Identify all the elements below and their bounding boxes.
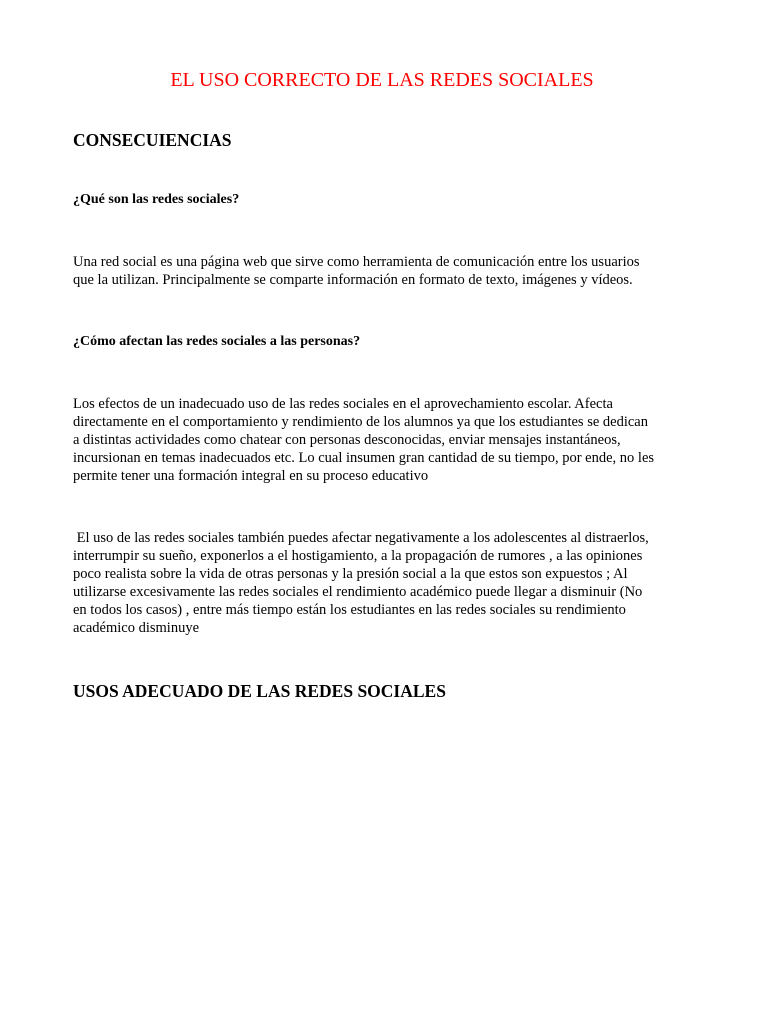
paragraph-line: en todos los casos) , entre más tiempo están los estudiantes en las redes sociales su rendimiento bbox=[73, 602, 626, 618]
paragraph-line: Una red social es una página web que sirve como herramienta de comunicación entre los usuarios bbox=[73, 254, 640, 270]
question-heading-como-afectan: ¿Cómo afectan las redes sociales a las personas? bbox=[73, 334, 361, 349]
section-heading-consecuencias: CONSECUIENCIAS bbox=[73, 130, 232, 150]
question-heading-que-son: ¿Qué son las redes sociales? bbox=[73, 192, 240, 207]
paragraph-line: académico disminuye bbox=[73, 620, 200, 636]
paragraph-line: interrumpir su sueño, exponerlos a el hostigamiento, a la propagación de rumores , a las opiniones bbox=[73, 548, 643, 564]
paragraph-line: El uso de las redes sociales también puedes afectar negativamente a los adolescentes al distraerlos, bbox=[73, 530, 649, 546]
paragraph-effects bbox=[73, 395, 703, 485]
document-title: EL USO CORRECTO DE LAS REDES SOCIALES bbox=[170, 69, 594, 91]
paragraph-line: utilizarse excesivamente las redes sociales el rendimiento académico puede llegar a disminuir (No bbox=[73, 584, 643, 600]
paragraph-line: permite tener una formación integral en su proceso educativo bbox=[73, 468, 429, 484]
paragraph-line: Los efectos de un inadecuado uso de las redes sociales en el aprovechamiento escolar. Afecta bbox=[73, 396, 613, 412]
section-heading-usos-adecuado: USOS ADECUADO DE LAS REDES SOCIALES bbox=[73, 681, 446, 701]
paragraph-line: incursionan en temas inadecuados etc. Lo cual insumen gran cantidad de su tiempo, por ende, no les bbox=[73, 450, 655, 466]
paragraph-line: a distintas actividades como chatear con personas desconocidas, enviar mensajes instantáneos, bbox=[73, 432, 621, 448]
paragraph-line: que la utilizan. Principalmente se comparte información en formato de texto, imágenes y vídeos. bbox=[73, 272, 633, 288]
paragraph-definition bbox=[73, 253, 703, 289]
paragraph-line: directamente en el comportamiento y rendimiento de los alumnos ya que los estudiantes se dedican bbox=[73, 414, 648, 430]
paragraph-adolescents bbox=[73, 529, 703, 637]
paragraph-line: poco realista sobre la vida de otras personas y la presión social a la que estos son expuestos ; Al bbox=[73, 566, 628, 582]
